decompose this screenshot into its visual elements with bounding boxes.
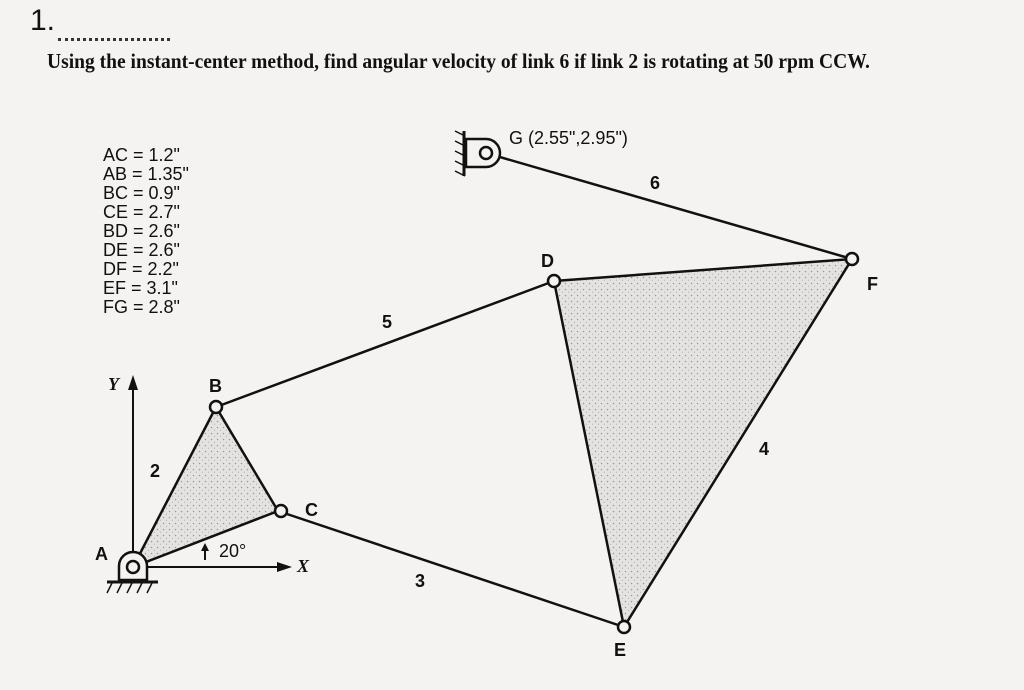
label-angle: 20°: [219, 541, 247, 561]
dimension-df: DF = 2.2": [103, 259, 179, 279]
angle-marker-arrowhead: [201, 543, 209, 551]
ground-pivot-g: [455, 131, 500, 176]
joint-f: [846, 253, 858, 265]
dimension-ef: EF = 3.1": [103, 278, 178, 298]
label-x-axis: X: [297, 556, 310, 576]
x-axis-arrowhead: [277, 562, 292, 572]
link-2-body: [133, 407, 278, 567]
dimension-ce: CE = 2.7": [103, 202, 180, 222]
label-link-6: 6: [650, 173, 661, 193]
label-link-2: 2: [150, 461, 161, 481]
label-y-axis: Y: [108, 374, 119, 394]
label-link-4: 4: [759, 439, 770, 459]
link-4-body: [554, 259, 852, 627]
link-5-bar: [216, 281, 554, 407]
dimension-de: DE = 2.6": [103, 240, 180, 260]
link-6-bar: [486, 153, 852, 259]
dimension-fg: FG = 2.8": [103, 297, 180, 317]
label-point-g: G (2.55",2.95"): [509, 128, 628, 148]
dimension-bd: BD = 2.6": [103, 221, 180, 241]
dimension-ab: AB = 1.35": [103, 164, 189, 184]
dimension-bc: BC = 0.9": [103, 183, 180, 203]
joint-e: [618, 621, 630, 633]
dimension-ac: AC = 1.2": [103, 145, 180, 165]
label-point-e: E: [614, 640, 627, 660]
question-text: Using the instant-center method, find angular velocity of link 6 if link 2 is rotating at 50 rpm CCW.: [47, 49, 870, 73]
label-point-b: B: [209, 376, 222, 396]
joint-c: [275, 505, 287, 517]
label-link-3: 3: [415, 571, 426, 591]
joint-d: [548, 275, 560, 287]
joint-b: [210, 401, 222, 413]
label-point-c: C: [305, 500, 318, 520]
label-point-d: D: [541, 251, 554, 271]
label-point-f: F: [867, 274, 878, 294]
problem-number: 1.: [30, 4, 56, 37]
y-axis-arrowhead: [128, 375, 138, 390]
label-link-5: 5: [382, 312, 393, 332]
label-point-a: A: [95, 544, 108, 564]
link-3-bar: [278, 511, 624, 627]
